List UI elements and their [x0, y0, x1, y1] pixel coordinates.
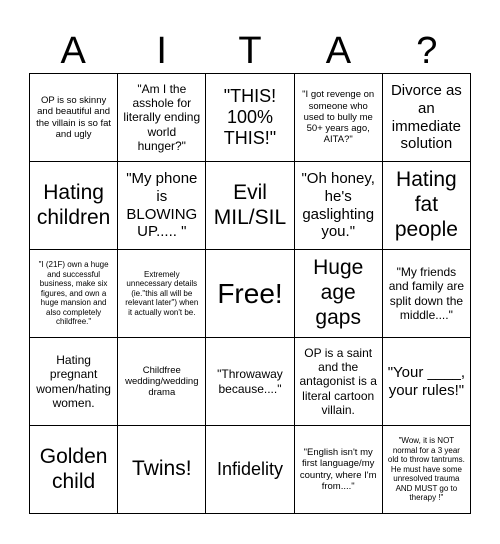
header-letter-i: I	[156, 30, 167, 72]
bingo-cell[interactable]	[30, 162, 118, 250]
cell-text: Infidelity	[216, 458, 284, 479]
cell-text: Huge age gaps	[313, 256, 364, 329]
header-letter-t: T	[238, 30, 262, 72]
cell-text: OP is so skinny and beautiful and the villain is so fat and ugly	[36, 95, 112, 140]
bingo-cell[interactable]	[118, 338, 206, 426]
bingo-cell[interactable]	[383, 162, 471, 250]
bingo-cell[interactable]	[295, 162, 383, 250]
cell-text: "Wow, it is NOT normal for a 3 year old to throw tantrums. He must have some unresolved trauma AND MUST go to therapy !"	[387, 436, 465, 503]
cell-text: "Your ____, your rules!"	[387, 363, 466, 399]
cell-text: Extremely unnecessary details (ie."this all will be relevant later") when it actually won't be.	[125, 269, 199, 317]
cell-text: Twins!	[132, 457, 192, 481]
cell-text: "I got revenge on someone who used to bully me 50+ years ago, AITA?"	[302, 89, 375, 146]
cell-text: "I (21F) own a huge and successful business, make six figures, and own a huge mansion and also completely childfree."	[38, 260, 109, 327]
bingo-cell[interactable]	[206, 426, 294, 514]
bingo-cell[interactable]	[118, 74, 206, 162]
free-space-cell[interactable]	[206, 250, 294, 338]
bingo-cell[interactable]	[295, 426, 383, 514]
bingo-cell[interactable]	[206, 74, 294, 162]
cell-text: OP is a saint and the antagonist is a literal cartoon villain.	[299, 346, 377, 417]
cell-text: "My phone is BLOWING UP..... "	[126, 170, 198, 241]
cell-text: Divorce as an immediate solution	[390, 82, 462, 153]
bingo-cell[interactable]	[30, 250, 118, 338]
cell-text: Hating fat people	[394, 168, 458, 241]
bingo-cell[interactable]	[295, 250, 383, 338]
cell-text: Hating pregnant women/hating women.	[36, 353, 111, 410]
cell-text: "Throwaway because...."	[217, 367, 283, 396]
header-letter-question-mark: ?	[416, 30, 438, 72]
cell-text: Childfree wedding/wedding drama	[125, 364, 199, 399]
header-letter-a: A	[60, 30, 86, 72]
free-space-text: Free!	[217, 277, 283, 309]
bingo-cell[interactable]	[383, 74, 471, 162]
cell-text: "Oh honey, he's gaslighting you."	[301, 170, 375, 241]
bingo-cell[interactable]	[295, 74, 383, 162]
cell-text: "English isn't my first language/my country, where I'm from...."	[299, 447, 377, 492]
cell-text: "My friends and family are split down the middle...."	[388, 265, 465, 322]
header-letter-a-second: A	[325, 30, 352, 72]
bingo-cell[interactable]	[30, 426, 118, 514]
bingo-cell[interactable]	[383, 338, 471, 426]
bingo-cell[interactable]	[206, 162, 294, 250]
bingo-cell[interactable]	[206, 338, 294, 426]
cell-text: Golden child	[39, 444, 108, 493]
bingo-cell[interactable]	[383, 250, 471, 338]
bingo-cell[interactable]	[118, 426, 206, 514]
bingo-cell[interactable]	[383, 426, 471, 514]
bingo-cell[interactable]	[30, 74, 118, 162]
bingo-board	[29, 73, 471, 514]
bingo-cell[interactable]	[118, 250, 206, 338]
bingo-cell[interactable]	[295, 338, 383, 426]
bingo-cell[interactable]	[118, 162, 206, 250]
bingo-header	[29, 28, 471, 74]
cell-text: Hating children	[36, 180, 111, 229]
cell-text: "Am I the asshole for literally ending world hunger?"	[123, 82, 201, 153]
cell-text: "THIS! 100% THIS!"	[223, 85, 277, 149]
bingo-cell[interactable]	[30, 338, 118, 426]
cell-text: Evil MIL/SIL	[213, 180, 287, 229]
